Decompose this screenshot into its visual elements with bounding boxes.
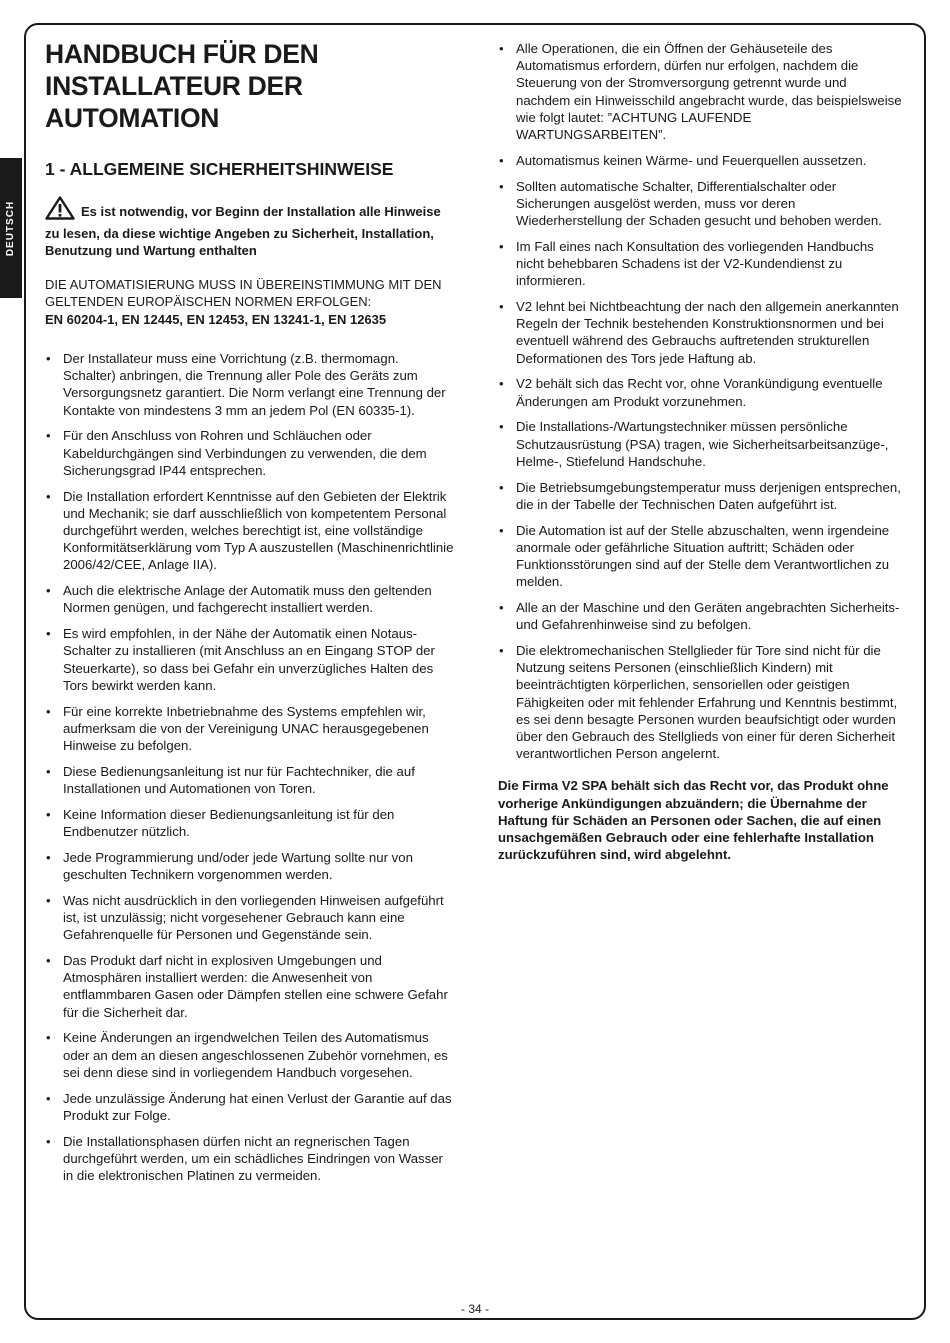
list-item: • Keine Änderungen an irgendwelchen Teilen des Automatismus oder an dem an diesen angeschlossenen Zubehör vornehmen, es sei denn diese sind in vorliegendem Handbuch vorgesehen.: [45, 1029, 455, 1081]
list-item: • Sollten automatische Schalter, Differentialschalter oder Sicherungen ausgelöst werden, muss vor deren Wiederherstellung der Schaden gesucht und behoben werden.: [498, 178, 904, 230]
list-item: • Die Installation erfordert Kenntnisse auf den Gebieten der Elektrik und Mechanik; sie darf ausschließlich von kompetentem Personal durchgeführt werden, welches berechtigt ist, eine vollständige Konformitätserklärung vom Typ A auszustellen (Maschinenrichtlinie 2006/42/CEE, Anlage IIA).: [45, 488, 455, 574]
list-item: • Die Automation ist auf der Stelle abzuschalten, wenn irgendeine anormale oder gefährliche Situation auftritt; Schäden oder Funktionsstörungen sind auf der Stelle dem Verantwortlichen zu melden.: [498, 522, 904, 591]
norms-list: EN 60204-1, EN 12445, EN 12453, EN 13241-1, EN 12635: [45, 311, 387, 327]
warning-text: Es ist notwendig, vor Beginn der Installation alle Hinweise zu lesen, da diese wichtige Angeben zu Sicherheit, Installation, Benutzung und Wartung enthalten: [45, 204, 441, 258]
list-item: • Das Produkt darf nicht in explosiven Umgebungen und Atmosphären installiert werden: die Anwesenheit von entflammbaren Gasen oder Dämpfen stellen eine schwere Gefahr für die Sicherheit dar.: [45, 952, 455, 1021]
list-item: • Für eine korrekte Inbetriebnahme des Systems empfehlen wir, aufmerksam die von der Vereinigung UNAC herausgegebenen Hinweise zu befolgen.: [45, 703, 455, 755]
list-item: • Die Installationsphasen dürfen nicht an regnerischen Tagen durchgeführt werden, um ein schädliches Eindringen von Wasser in die elektronischen Platinen zu vermeiden.: [45, 1133, 455, 1185]
list-item: • V2 behält sich das Recht vor, ohne Vorankündigung eventuelle Änderungen am Produkt vorzunehmen.: [498, 375, 904, 409]
warning-notice: [45, 196, 455, 260]
list-item: • Die Installations-/Wartungstechniker müssen persönliche Schutzausrüstung (PSA) tragen, wie Sicherheitsarbeitsanzüge-, Helme-, Stiefelund Handschuhe.: [498, 418, 904, 470]
language-tab: [0, 158, 22, 298]
list-item: • Die elektromechanischen Stellglieder für Tore sind nicht für die Nutzung seitens Personen (einschließlich Kindern) mit beeinträchtigten körperlichen, sensoriellen oder geistigen Fähigkeiten oder mit fehlender Erfahrung und Kenntnis bestimmt, es sei denn besagte Personen wurden beaufsichtigt oder wurden über den Gebrauch des Stellglieds von einer für deren Sicherheit verantwortlichen Person angelernt.: [498, 642, 904, 762]
list-item: • Alle Operationen, die ein Öffnen der Gehäuseteile des Automatismus erfordern, dürfen nur erfolgen, nachdem die Steuerung von der Stromversorgung getrennt wurde und nachdem ein Hinweisschild angebracht wurde, das beispielsweise wie folgt lautet: ”ACHTUNG LAUFENDE WARTUNGSARBEITEN”.: [498, 40, 904, 143]
list-item: • Im Fall eines nach Konsultation des vorliegenden Handbuchs nicht behebbaren Schadens ist der V2-Kundendienst zu informieren.: [498, 238, 904, 290]
norms-block: [45, 276, 455, 329]
list-item: • Der Installateur muss eine Vorrichtung (z.B. thermomagn. Schalter) anbringen, die Trennung aller Pole des Geräts zum Versorgungsnetz garantiert. Die Norm verlangt eine Trennung der Kontakte von mindestens 3 mm an jedem Pol (EN 60335-1).: [45, 350, 455, 419]
list-item: • Was nicht ausdrücklich in den vorliegenden Hinweisen aufgeführt ist, ist unzulässig; nicht vorgesehener Gebrauch kann eine Gefahrenquelle für Personen und Gegenstände sein.: [45, 892, 455, 944]
right-bullet-list: [498, 40, 904, 762]
closing-statement: Die Firma V2 SPA behält sich das Recht vor, das Produkt ohne vorherige Ankündigungen abzuändern; die Übernahme der Haftung für Schäden an Personen oder Sachen, die auf einen unsachgemäßen Gebrauch oder eine fehlerhafte Installation zurückzuführen sind, wird abgelehnt.: [498, 778, 889, 863]
list-item: • Keine Information dieser Bedienungsanleitung ist für den Endbenutzer nützlich.: [45, 806, 455, 840]
section-title: 1 - ALLGEMEINE SICHERHEITSHINWEISE: [45, 159, 394, 179]
left-bullet-list: [45, 350, 455, 1184]
left-column: [45, 38, 455, 1193]
warning-triangle-icon: [45, 196, 75, 225]
list-item: • Jede Programmierung und/oder jede Wartung sollte nur von geschulten Technikern vorgenommen werden.: [45, 849, 455, 883]
page-title: HANDBUCH FÜR DEN INSTALLATEUR DER AUTOMATION: [45, 39, 319, 133]
list-item: • Automatismus keinen Wärme- und Feuerquellen aussetzen.: [498, 152, 904, 169]
list-item: • V2 lehnt bei Nichtbeachtung der nach den allgemein anerkannten Regeln der Technik bestehenden Konstruktionsnormen und bei eventuell während des Gebrauchs auftretenden strukturellen Deformationen des Tors jede Haftung ab.: [498, 298, 904, 367]
page-number: - 34 -: [460, 1302, 489, 1316]
list-item: • Die Betriebsumgebungstemperatur muss derjenigen entsprechen, die in der Tabelle der Technischen Daten aufgeführt ist.: [498, 479, 904, 513]
list-item: • Diese Bedienungsanleitung ist nur für Fachtechniker, die auf Installationen und Automationen von Toren.: [45, 763, 455, 797]
language-tab-label: DEUTSCH: [5, 200, 17, 256]
list-item: • Auch die elektrische Anlage der Automatik muss den geltenden Normen genügen, und fachgerecht installiert werden.: [45, 582, 455, 616]
list-item: • Jede unzulässige Änderung hat einen Verlust der Garantie auf das Produkt zur Folge.: [45, 1090, 455, 1124]
right-column: [498, 40, 904, 863]
list-item: • Alle an der Maschine und den Geräten angebrachten Sicherheits- und Gefahrenhinweise sind zu befolgen.: [498, 599, 904, 633]
list-item: • Es wird empfohlen, in der Nähe der Automatik einen Notaus-Schalter zu installieren (mit Anschluss an en Eingang STOP der Steuerkarte), so dass bei Gefahr ein unverzügliches Halten des Tors bewirkt werden kann.: [45, 625, 455, 694]
list-item: • Für den Anschluss von Rohren und Schläuchen oder Kabeldurchgängen sind Verbindungen zu verwenden, die dem Sicherungsgrad IP44 entsprechen.: [45, 427, 455, 479]
norms-intro: DIE AUTOMATISIERUNG MUSS IN ÜBEREINSTIMMUNG MIT DEN GELTENDEN EUROPÄISCHEN NORMEN ERFOLGEN:: [45, 276, 442, 309]
